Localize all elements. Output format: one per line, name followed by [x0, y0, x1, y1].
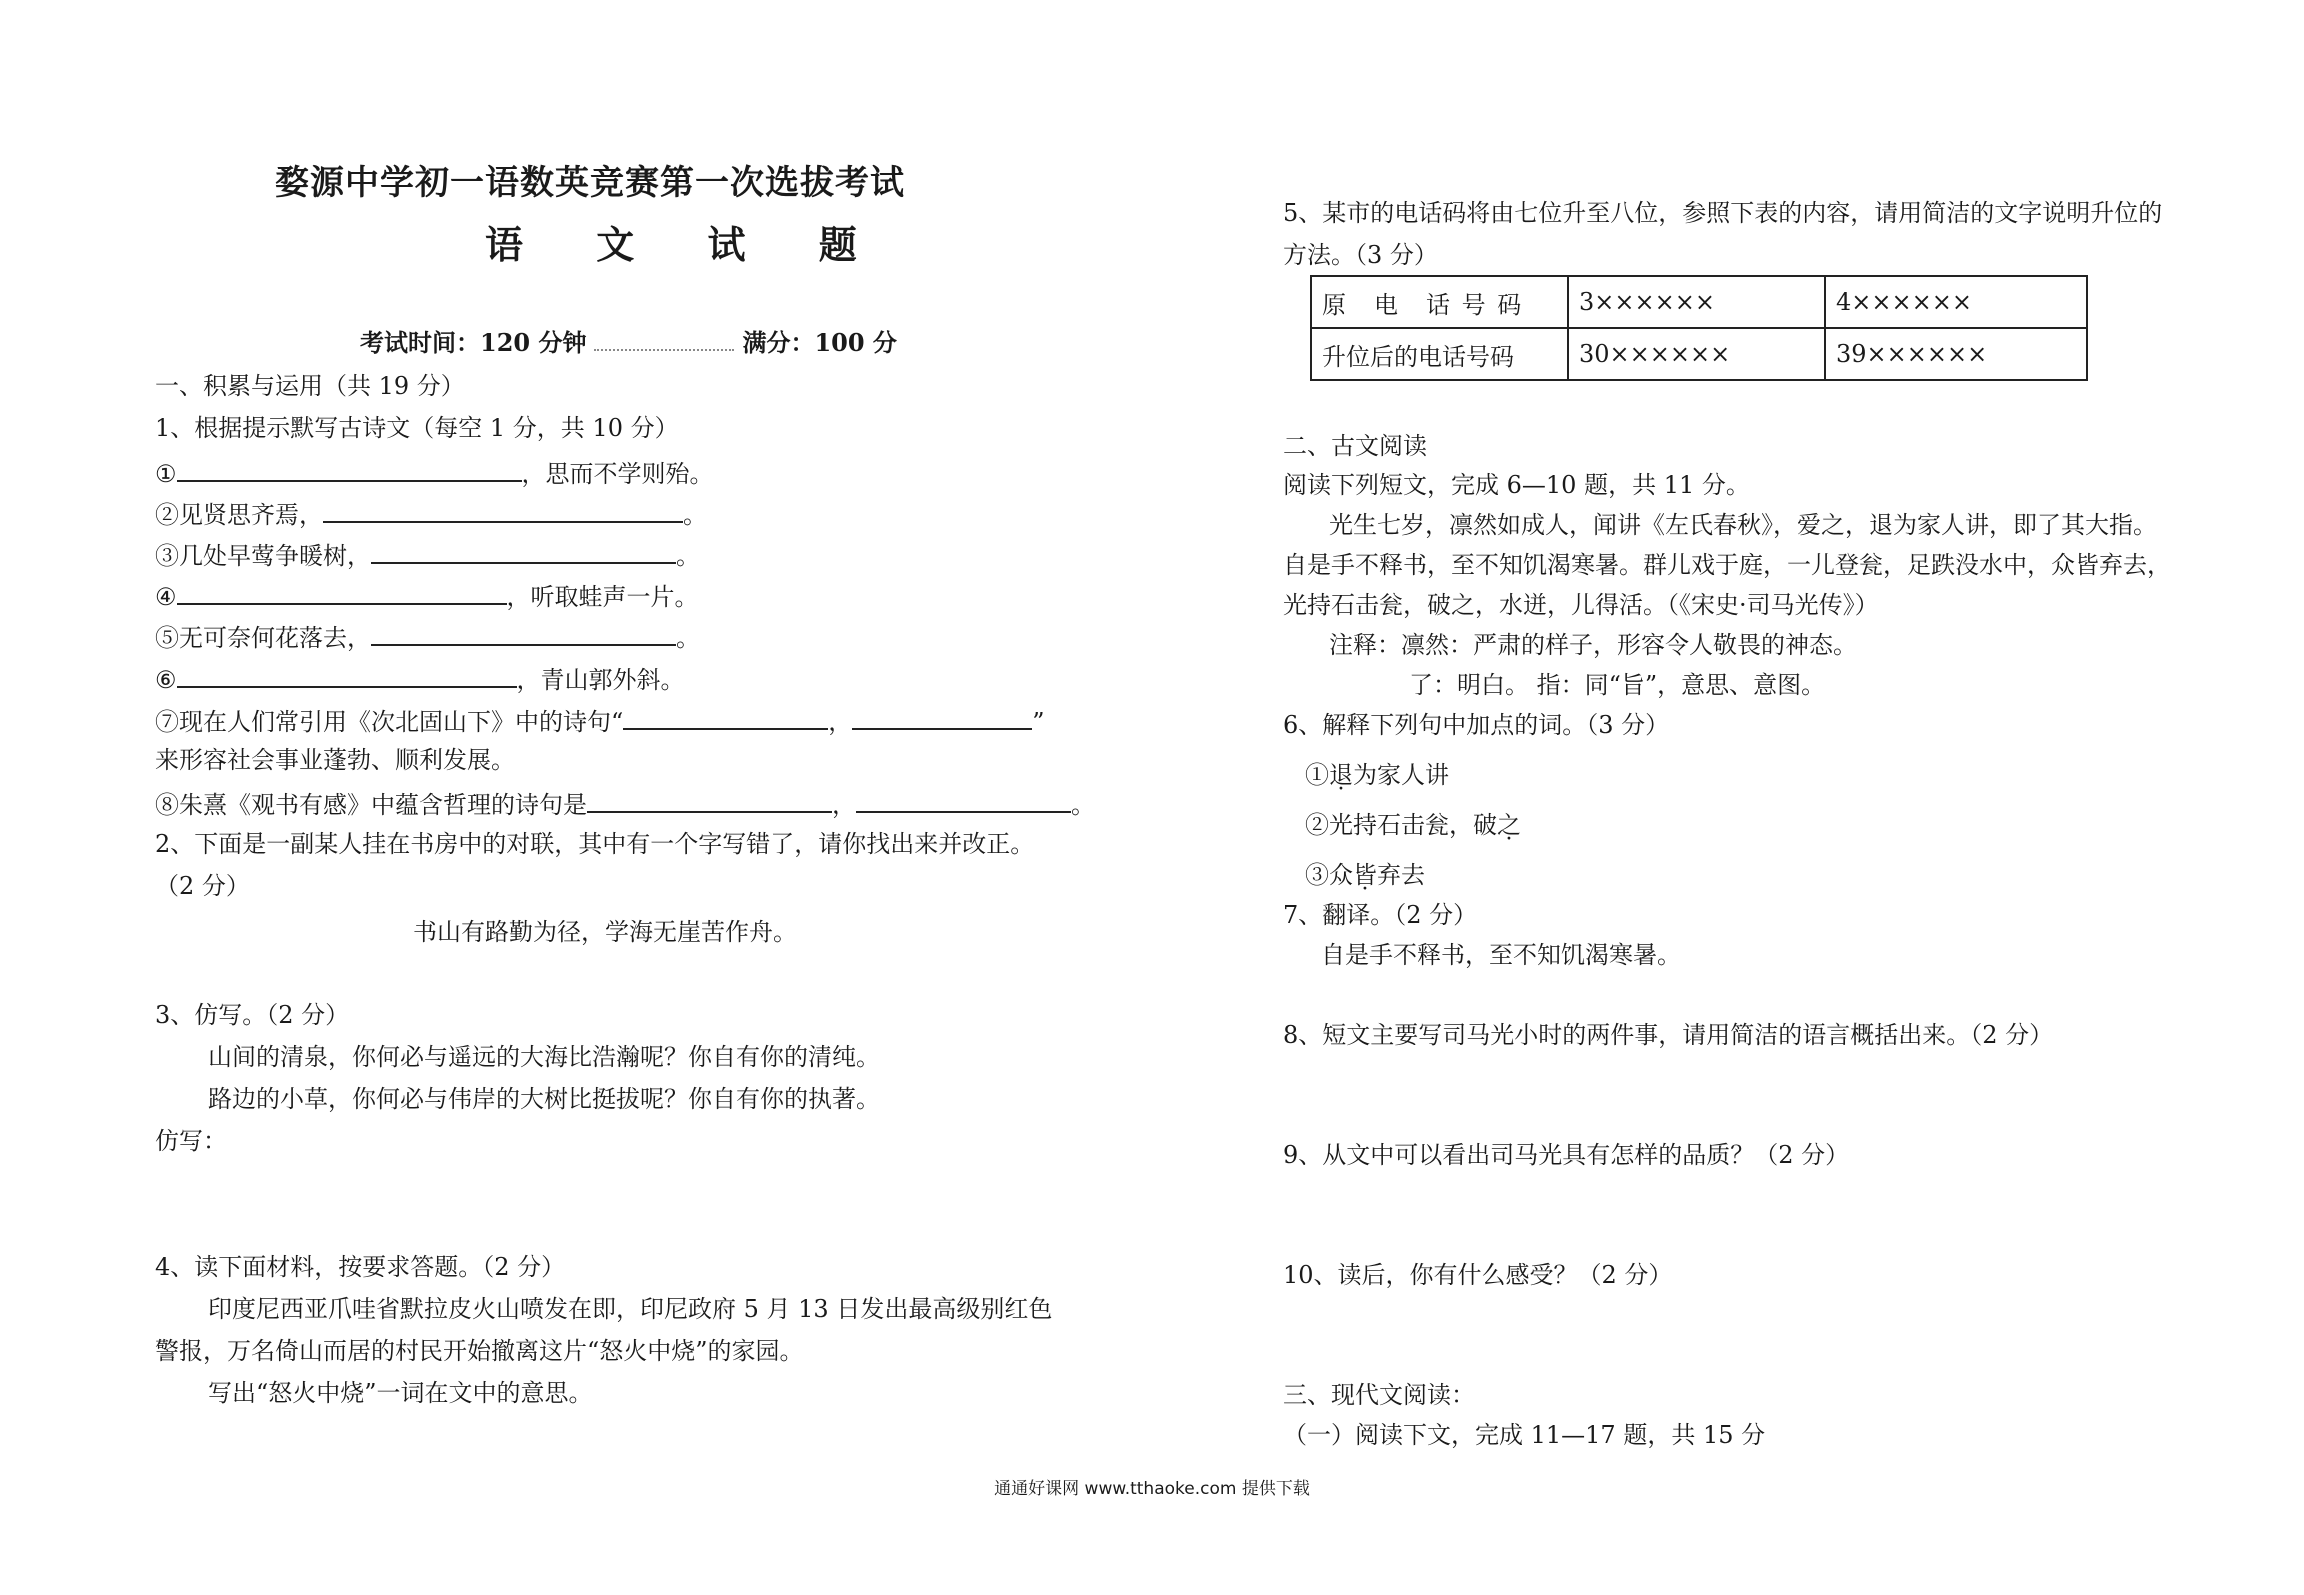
question-1: 1、根据提示默写古诗文（每空 1 分，共 10 分） [155, 414, 679, 442]
score-label: 满分：100 分 [742, 328, 897, 357]
dotted-word: 皆 [1353, 861, 1377, 889]
answer-blank[interactable] [323, 497, 683, 523]
question-6: 6、解释下列句中加点的词。（3 分） [1283, 711, 1670, 739]
time-label: 考试时间：120 分钟 [360, 328, 587, 357]
answer-blank[interactable] [371, 538, 676, 564]
table-cell: 3×××××× [1568, 276, 1825, 328]
answer-blank[interactable] [177, 579, 507, 605]
q4-material-1: 印度尼西亚爪哇省默拉皮火山喷发在即，印尼政府 5 月 13 日发出最高级别红色 [208, 1295, 1053, 1323]
poem-blank-2: ②见贤思齐焉， 。 [155, 497, 707, 530]
annotation-2: 了：明白。 指：同“旨”，意思、意图。 [1409, 671, 1826, 699]
question-8: 8、短文主要写司马光小时的两件事，请用简洁的语言概括出来。（2 分） [1283, 1021, 2054, 1049]
dotted-word: 退 [1329, 761, 1353, 789]
table-cell: 39×××××× [1825, 328, 2087, 380]
dotted-separator [594, 329, 734, 351]
answer-blank[interactable] [587, 787, 832, 813]
poem-blank-3: ③几处早莺争暖树， 。 [155, 538, 700, 571]
answer-blank[interactable] [852, 704, 1032, 730]
question-7: 7、翻译。（2 分） [1283, 901, 1478, 929]
section-2-intro: 阅读下列短文，完成 6—10 题，共 11 分。 [1283, 471, 1750, 499]
question-5-cont: 方法。（3 分） [1283, 241, 1438, 269]
page-footer: 通通好课网 www.tthaoke.com 提供下载 [994, 1479, 1310, 1499]
answer-blank[interactable] [177, 662, 517, 688]
section-3-heading: 三、现代文阅读： [1283, 1381, 1475, 1409]
q3-example-2: 路边的小草，你何必与伟岸的大树比挺拔呢？你自有你的执著。 [208, 1085, 880, 1113]
poem-blank-8: ⑧朱熹《观书有感》中蕴含哲理的诗句是 ， 。 [155, 787, 1095, 820]
poem-blank-7: ⑦现在人们常引用《次北固山下》中的诗句“ ， ” [155, 704, 1045, 737]
q4-material-2: 警报，万名倚山而居的村民开始撤离这片“怒火中烧”的家园。 [155, 1337, 804, 1365]
table-row [1311, 276, 2087, 328]
q6-item-3: ③众皆弃去 [1305, 861, 1425, 889]
poem-blank-1: ① ，思而不学则殆。 [155, 456, 714, 489]
answer-blank[interactable] [623, 704, 828, 730]
question-2-score: （2 分） [155, 872, 250, 900]
poem-blank-6: ⑥ ，青山郭外斜。 [155, 662, 685, 695]
q6-item-2: ②光持石击瓮，破之 [1305, 811, 1521, 839]
answer-blank[interactable] [177, 456, 522, 482]
q4-prompt: 写出“怒火中烧”一词在文中的意思。 [208, 1379, 593, 1407]
question-3: 3、仿写。（2 分） [155, 1001, 350, 1029]
question-2: 2、下面是一副某人挂在书房中的对联，其中有一个字写错了，请你找出来并改正。 [155, 830, 1035, 858]
poem-blank-5: ⑤无可奈何花落去， 。 [155, 620, 700, 653]
table-row [1311, 328, 2087, 380]
table-cell: 30×××××× [1568, 328, 1825, 380]
question-5: 5、某市的电话码将由七位升至八位，参照下表的内容，请用简洁的文字说明升位的 [1283, 199, 2163, 227]
table-cell: 4×××××× [1825, 276, 2087, 328]
question-10: 10、读后，你有什么感受？（2 分） [1283, 1261, 1673, 1289]
q3-answer-label: 仿写： [155, 1127, 227, 1155]
exam-title: 婺源中学初一语数英竞赛第一次选拔考试 [275, 163, 905, 203]
answer-blank[interactable] [856, 787, 1071, 813]
q6-item-1: ①退为家人讲 [1305, 761, 1449, 789]
table-cell: 升位后的电话号码 [1311, 328, 1568, 380]
section-2-heading: 二、古文阅读 [1283, 432, 1427, 460]
passage-line-1: 光生七岁，凛然如成人，闻讲《左氏春秋》，爱之，退为家人讲，即了其大指。 [1329, 511, 2157, 539]
question-4: 4、读下面材料，按要求答题。（2 分） [155, 1253, 566, 1281]
dotted-word: 之 [1497, 811, 1521, 839]
couplet: 书山有路勤为径，学海无崖苦作舟。 [413, 918, 797, 946]
question-9: 9、从文中可以看出司马光具有怎样的品质？（2 分） [1283, 1141, 1850, 1169]
q3-example-1: 山间的清泉，你何必与遥远的大海比浩瀚呢？你自有你的清纯。 [208, 1043, 880, 1071]
q7-sentence: 自是手不释书，至不知饥渴寒暑。 [1321, 941, 1681, 969]
poem-blank-4: ④ ，听取蛙声一片。 [155, 579, 699, 612]
section-1-heading: 一、积累与运用（共 19 分） [155, 372, 465, 400]
section-3-sub: （一）阅读下文，完成 11—17 题，共 15 分 [1283, 1421, 1766, 1449]
exam-info [360, 328, 897, 358]
subject-title: 语 文 试 题 [485, 222, 887, 267]
passage-line-3: 光持石击瓮，破之，水迸，儿得活。（《宋史·司马光传》） [1283, 591, 1879, 619]
answer-blank[interactable] [371, 620, 676, 646]
phone-number-table [1310, 275, 2088, 381]
poem-blank-7-cont: 来形容社会事业蓬勃、顺利发展。 [155, 746, 515, 774]
annotation-1: 注释：凛然：严肃的样子，形容令人敬畏的神态。 [1329, 631, 1857, 659]
table-cell: 原 电 话 号 码 [1311, 276, 1568, 328]
passage-line-2: 自是手不释书，至不知饥渴寒暑。群儿戏于庭，一儿登瓮，足跌没水中，众皆弃去， [1283, 551, 2171, 579]
